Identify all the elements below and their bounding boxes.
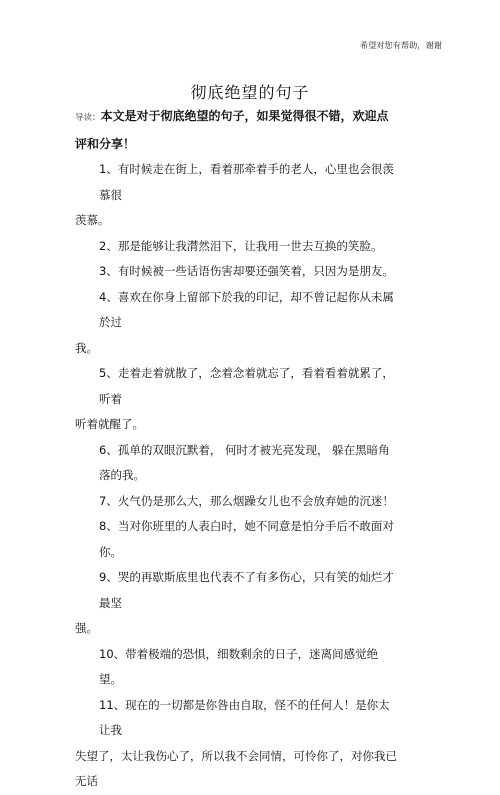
list-item bbox=[75, 361, 397, 438]
list-item-continuation: 羡慕。 bbox=[75, 213, 110, 227]
header-note: 希望对您有帮助，谢谢 bbox=[360, 41, 442, 50]
list-item-continuation: 失望了，太让我伤心了，所以我不会同情，可怜你了，对你我已无话 bbox=[75, 748, 397, 788]
intro-paragraph bbox=[75, 104, 397, 157]
list-item-line: 3、有时候被一些话语伤害却要还强笑着，只因为是朋友。 bbox=[99, 264, 394, 278]
list-item-line: 11、现在的一切都是你咎由自取，怪不的任何人！是你太让我 bbox=[99, 697, 390, 737]
document-body bbox=[75, 104, 397, 795]
list-item-line: 10、带着极端的恐惧，细数剩余的日子，迷离间感觉绝望。 bbox=[99, 646, 379, 686]
list-item-continuation: 听着就醒了。 bbox=[75, 417, 144, 431]
list-item bbox=[75, 514, 397, 565]
list-item-line: 7、火气仍是那么大，那么烟躁女儿也不会放弃她的沉迷！ bbox=[99, 493, 394, 508]
list-item bbox=[75, 234, 397, 260]
list-item bbox=[75, 565, 397, 642]
list-item bbox=[75, 438, 397, 489]
list-item bbox=[75, 693, 397, 795]
list-item-line: 1、有时候走在街上，看着那牵着手的老人，心里也会很羡慕很 bbox=[99, 162, 394, 202]
intro-text-line-1: 本文是对于彻底绝望的句子，如果觉得很不错，欢迎点 bbox=[100, 109, 389, 123]
list-item-line: 9、哭的再歇斯底里也代表不了有多伤心，只有笑的灿烂才最坚 bbox=[99, 570, 394, 610]
list-item-line: 4、喜欢在你身上留部下於我的印记，却不曾记起你从未属於过 bbox=[99, 289, 394, 329]
list-item-line: 2、那是能够让我潸然泪下，让我用一世去互换的笑脸。 bbox=[99, 238, 383, 253]
list-item-line: 6、孤单的双眼沉默着， 何时才被光亮发现， 躲在黑暗角落的我。 bbox=[99, 442, 390, 482]
list-item bbox=[75, 157, 397, 234]
list-item bbox=[75, 489, 397, 515]
list-item bbox=[75, 285, 397, 362]
list-item-continuation: 我。 bbox=[75, 340, 98, 355]
intro-text-line-2: 评和分享！ bbox=[75, 136, 136, 151]
list-item bbox=[75, 642, 397, 693]
list-item-continuation: 强。 bbox=[75, 621, 98, 635]
intro-label: 导读： bbox=[75, 113, 101, 123]
list-item-line: 5、走着走着就散了，念着念着就忘了，看着看着就累了，听着 bbox=[99, 366, 394, 406]
quote-list bbox=[75, 157, 397, 795]
list-item-line: 8、当对你班里的人表白时，她不同意是怕分手后不敢面对你。 bbox=[99, 519, 394, 559]
list-item bbox=[75, 259, 397, 285]
document-title: 彻底绝望的句子 bbox=[190, 83, 310, 102]
